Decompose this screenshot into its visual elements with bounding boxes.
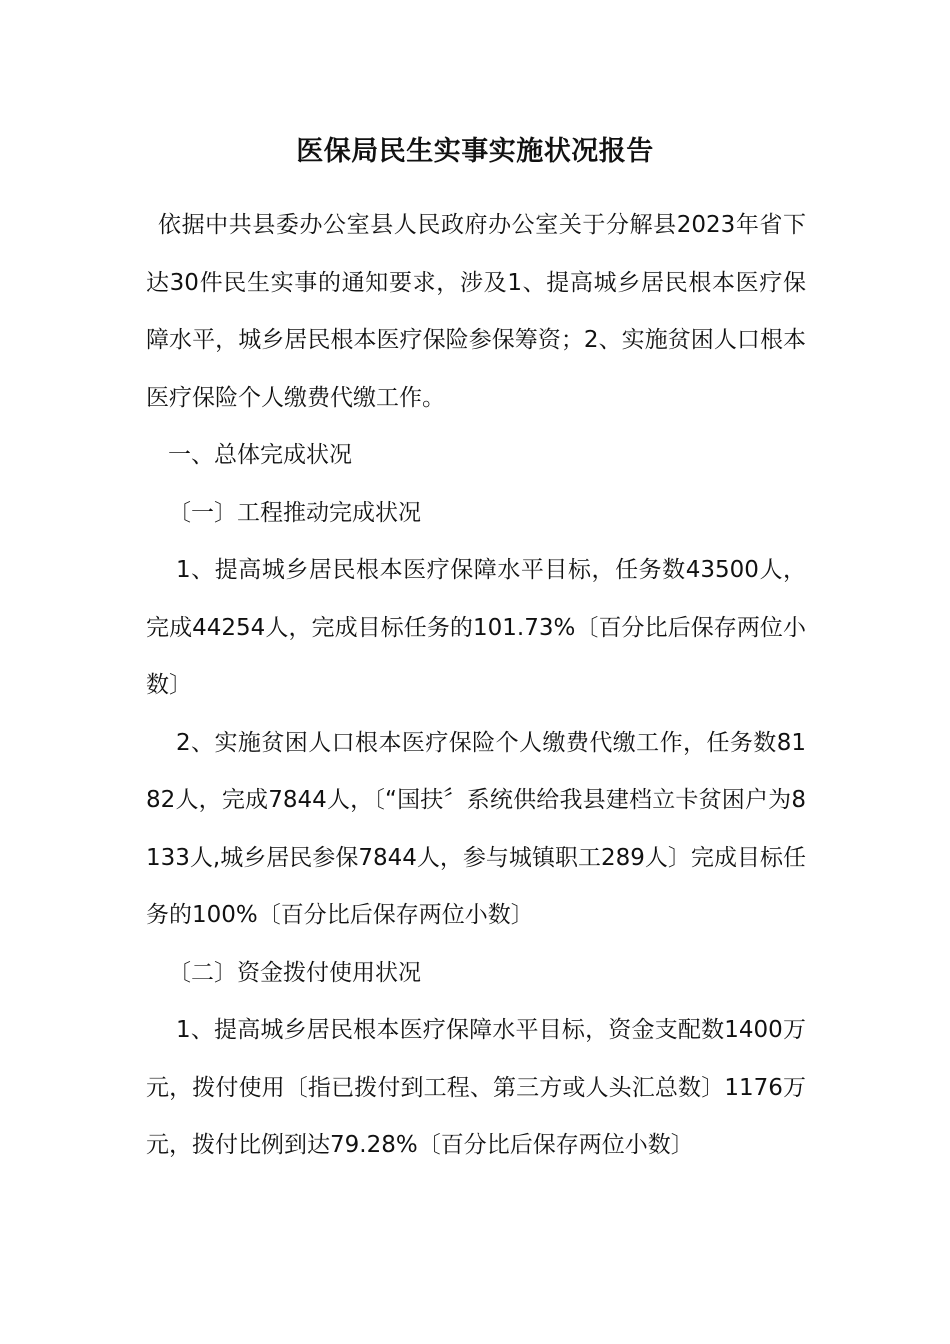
subsection-heading-funds: 〔二〕资金拨付使用状况	[168, 959, 421, 986]
document-title: 医保局民生实事实施状况报告	[296, 136, 654, 167]
document-body	[146, 197, 806, 1175]
paragraph-item-1-funds: 1、提高城乡居民根本医疗保障水平目标，资金支配数1400万元，拨付使用〔指已拨付到工程、第三方或人头汇总数〕1176万元，拨付比例到达79.28%〔百分比后保存两位小数〕	[146, 1017, 806, 1158]
paragraph-item-1-progress: 1、提高城乡居民根本医疗保障水平目标，任务数43500人，完成44254人，完成目标任务的101.73%〔百分比后保存两位小数〕	[146, 557, 806, 698]
section-heading-overall: 一、总体完成状况	[168, 442, 352, 468]
paragraph-intro: 依据中共县委办公室县人民政府办公室关于分解县2023年省下达30件民生实事的通知要求，涉及1、提高城乡居民根本医疗保障水平，城乡居民根本医疗保险参保筹资；2、实施贫困人口根本医疗保险个人缴费代缴工作。	[146, 212, 806, 411]
subsection-heading-progress: 〔一〕工程推动完成状况	[168, 499, 421, 526]
paragraph-item-2-progress: 2、实施贫困人口根本医疗保险个人缴费代缴工作，任务数8182人，完成7844人，〔“国扶〞系统供给我县建档立卡贫困户为8133人,城乡居民参保7844人，参与城镇职工289人〕完成目标任务的100%〔百分比后保存两位小数〕	[146, 729, 806, 928]
